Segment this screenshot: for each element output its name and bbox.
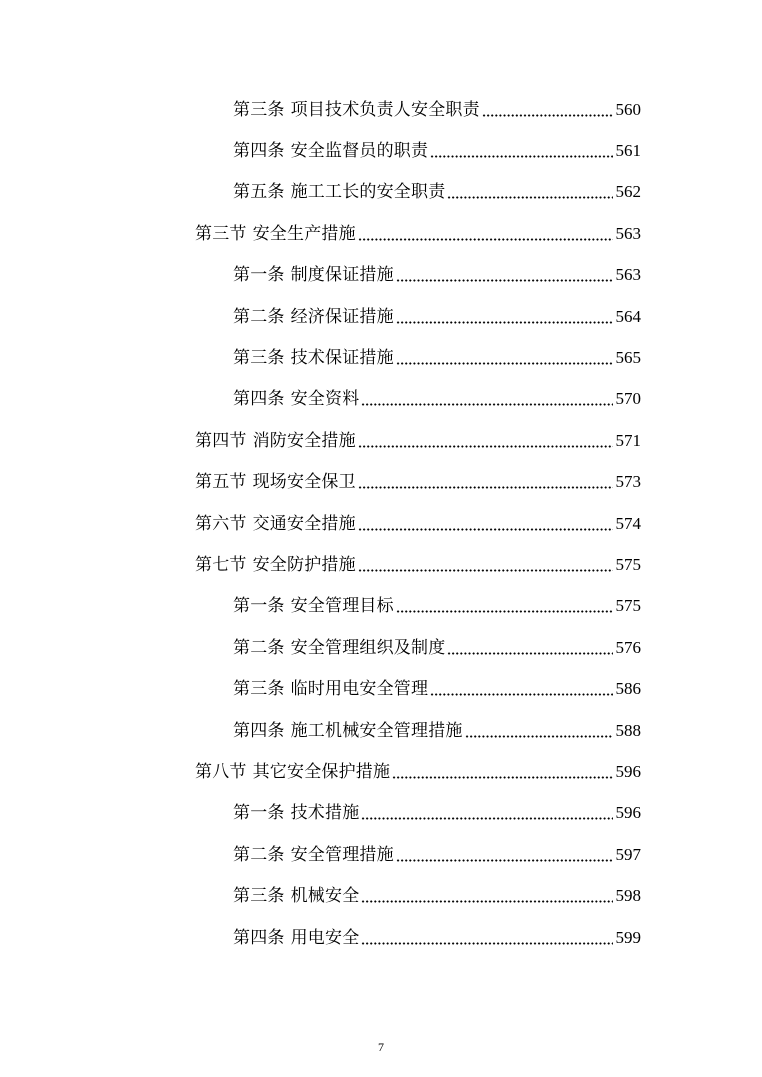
toc-entry-label — [233, 265, 394, 285]
toc-entry-label — [233, 721, 463, 741]
toc-section-entry[interactable] — [195, 503, 641, 544]
dot-leader — [396, 845, 613, 865]
toc-entry-number: 第八节 — [195, 761, 247, 782]
toc-entry-label — [195, 472, 356, 492]
page-number: 7 — [378, 1040, 384, 1054]
dot-leader — [361, 803, 612, 823]
toc-entry-number: 第三条 — [233, 348, 285, 369]
toc-entry[interactable] — [233, 586, 641, 627]
toc-entry-number: 第三条 — [233, 679, 285, 700]
toc-entry-page: 588 — [615, 720, 641, 740]
table-of-contents — [0, 89, 762, 958]
toc-entry[interactable] — [233, 875, 641, 916]
toc-entry-page: 598 — [615, 886, 641, 906]
toc-entry-number: 第二条 — [233, 306, 285, 327]
toc-entry-title: 用电安全 — [290, 927, 360, 948]
toc-entry[interactable] — [233, 130, 641, 171]
toc-entry-label — [233, 928, 359, 948]
toc-entry-title: 技术措施 — [290, 803, 360, 824]
toc-entry-page: 561 — [615, 141, 641, 161]
toc-entry-number: 第三条 — [233, 886, 285, 907]
toc-entry-page: 586 — [615, 679, 641, 699]
dot-leader — [358, 472, 613, 492]
dot-leader — [358, 514, 613, 534]
toc-entry-title: 交通安全措施 — [252, 513, 356, 534]
dot-leader — [358, 431, 613, 451]
toc-entry-title: 安全管理措施 — [290, 844, 394, 865]
toc-entry-number: 第一条 — [233, 803, 285, 824]
toc-entry-page: 574 — [615, 513, 641, 533]
toc-section-entry[interactable] — [195, 213, 641, 254]
toc-entry-title: 安全管理组织及制度 — [290, 637, 446, 658]
toc-entry-title: 施工工长的安全职责 — [290, 182, 446, 203]
toc-entry-number: 第三节 — [195, 223, 247, 244]
toc-entry-label — [233, 638, 445, 658]
toc-entry-page: 596 — [615, 803, 641, 823]
toc-entry-number: 第四条 — [233, 927, 285, 948]
toc-entry-label — [233, 596, 394, 616]
toc-section-entry[interactable] — [195, 544, 641, 585]
toc-entry-page: 571 — [615, 430, 641, 450]
toc-entry-number: 第四条 — [233, 720, 285, 741]
toc-entry-number: 第五条 — [233, 182, 285, 203]
toc-entry-title: 安全生产措施 — [252, 223, 356, 244]
dot-leader — [482, 100, 613, 120]
toc-entry[interactable] — [233, 668, 641, 709]
toc-section-entry[interactable] — [195, 420, 641, 461]
dot-leader — [447, 182, 612, 202]
toc-entry-title: 机械安全 — [290, 886, 360, 907]
toc-entry-page: 565 — [615, 348, 641, 368]
toc-entry[interactable] — [233, 627, 641, 668]
toc-entry-page: 576 — [615, 637, 641, 657]
dot-leader — [392, 762, 612, 782]
toc-entry-number: 第三条 — [233, 99, 285, 120]
toc-entry-title: 安全资料 — [290, 389, 360, 410]
toc-entry-page: 563 — [615, 265, 641, 285]
toc-entry-title: 其它安全保护措施 — [252, 761, 391, 782]
toc-entry[interactable] — [233, 710, 641, 751]
toc-entry-number: 第七节 — [195, 554, 247, 575]
toc-entry-number: 第五节 — [195, 472, 247, 493]
toc-entry-label — [233, 141, 428, 161]
toc-entry[interactable] — [233, 296, 641, 337]
toc-entry-number: 第六节 — [195, 513, 247, 534]
toc-entry-label — [233, 886, 359, 906]
dot-leader — [361, 886, 612, 906]
toc-entry-label — [233, 845, 394, 865]
dot-leader — [358, 555, 613, 575]
toc-entry-number: 第一条 — [233, 596, 285, 617]
toc-entry-label — [195, 514, 356, 534]
dot-leader — [396, 348, 613, 368]
dot-leader — [361, 389, 612, 409]
toc-entry-label — [233, 389, 359, 409]
toc-entry-title: 施工机械安全管理措施 — [290, 720, 463, 741]
dot-leader — [396, 307, 613, 327]
toc-entry-label — [233, 182, 445, 202]
toc-entry-number: 第四条 — [233, 141, 285, 162]
toc-entry[interactable] — [233, 917, 641, 958]
toc-entry[interactable] — [233, 89, 641, 130]
toc-entry[interactable] — [233, 172, 641, 213]
toc-entry-title: 安全防护措施 — [252, 554, 356, 575]
dot-leader — [430, 141, 612, 161]
toc-entry-page: 597 — [615, 844, 641, 864]
toc-entry-page: 570 — [615, 389, 641, 409]
toc-entry-label — [233, 307, 394, 327]
toc-entry-page: 562 — [615, 182, 641, 202]
toc-entry-number: 第一条 — [233, 265, 285, 286]
toc-entry-page: 560 — [615, 99, 641, 119]
toc-entry-number: 第四条 — [233, 389, 285, 410]
toc-entry-page: 564 — [615, 306, 641, 326]
toc-entry-number: 第二条 — [233, 844, 285, 865]
toc-entry[interactable] — [233, 793, 641, 834]
toc-entry-label — [233, 679, 428, 699]
toc-entry-label — [233, 348, 394, 368]
toc-entry-label — [233, 100, 480, 120]
dot-leader — [396, 596, 613, 616]
toc-entry[interactable] — [233, 834, 641, 875]
toc-entry-title: 安全监督员的职责 — [290, 141, 429, 162]
toc-entry-title: 现场安全保卫 — [252, 472, 356, 493]
toc-entry-page: 573 — [615, 472, 641, 492]
toc-entry-label — [195, 431, 356, 451]
toc-entry-number: 第四节 — [195, 430, 247, 451]
toc-entry-label — [195, 224, 356, 244]
toc-entry-page: 596 — [615, 761, 641, 781]
toc-entry-label — [195, 555, 356, 575]
toc-entry[interactable] — [233, 337, 641, 378]
toc-entry-title: 制度保证措施 — [290, 265, 394, 286]
toc-entry-page: 575 — [615, 554, 641, 574]
toc-entry-page: 563 — [615, 223, 641, 243]
toc-entry-label — [233, 803, 359, 823]
toc-entry[interactable] — [233, 379, 641, 420]
toc-entry-title: 技术保证措施 — [290, 348, 394, 369]
toc-entry-title: 临时用电安全管理 — [290, 679, 429, 700]
dot-leader — [358, 224, 613, 244]
toc-section-entry[interactable] — [195, 462, 641, 503]
dot-leader — [447, 638, 612, 658]
toc-section-entry[interactable] — [195, 751, 641, 792]
dot-leader — [396, 265, 613, 285]
dot-leader — [465, 721, 613, 741]
toc-entry-label — [195, 762, 390, 782]
toc-entry-page: 599 — [615, 927, 641, 947]
dot-leader — [430, 679, 612, 699]
toc-entry-title: 安全管理目标 — [290, 596, 394, 617]
dot-leader — [361, 928, 612, 948]
toc-entry-title: 经济保证措施 — [290, 306, 394, 327]
toc-entry-title: 项目技术负责人安全职责 — [290, 99, 480, 120]
toc-entry[interactable] — [233, 255, 641, 296]
toc-entry-title: 消防安全措施 — [252, 430, 356, 451]
toc-entry-page: 575 — [615, 596, 641, 616]
toc-entry-number: 第二条 — [233, 637, 285, 658]
